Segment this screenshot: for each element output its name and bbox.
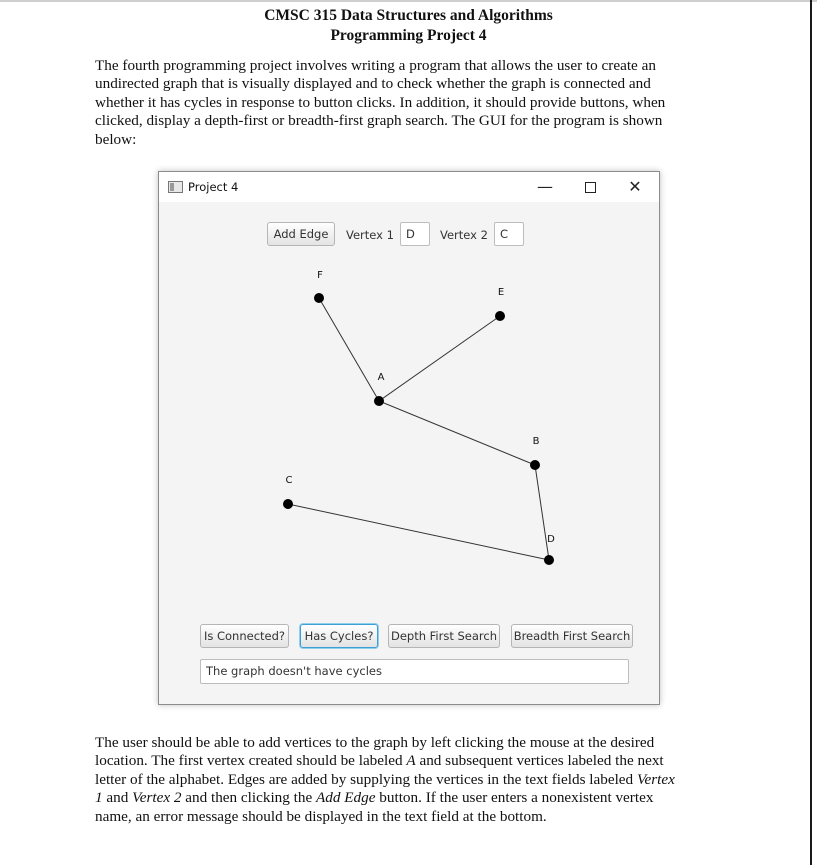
graph-vertex-D[interactable] (544, 555, 554, 565)
app-window-icon (168, 181, 183, 193)
output-text-field[interactable]: The graph doesn't have cycles (200, 659, 629, 684)
graph-edge-C-D (288, 504, 549, 560)
graph-edge-A-B (379, 401, 535, 465)
close-button[interactable]: ✕ (628, 177, 642, 196)
instructions-line: letter of the alphabet. Edges are added by supplying the vertices in the text fields labeled Vertex (95, 770, 675, 788)
doc-subtitle: Programming Project 4 (330, 27, 487, 44)
window-titlebar[interactable] (159, 172, 659, 202)
depth-first-search-button[interactable]: Depth First Search (388, 624, 500, 648)
vertex1-input[interactable]: D (400, 222, 430, 246)
vertex1-label: Vertex 1 (346, 228, 394, 242)
graph-vertex-label-B: B (532, 436, 540, 447)
page-top-border (0, 0, 817, 2)
window-title: Project 4 (188, 180, 239, 194)
instructions-paragraph (95, 734, 705, 826)
intro-line: clicked, display a depth-first or breadth-first graph search. The GUI for the program is shown (95, 112, 663, 130)
instructions-line: location. The first vertex created should be labeled A and subsequent vertices labeled the next (95, 752, 664, 770)
instructions-line: 1 and Vertex 2 and then clicking the Add Edge button. If the user enters a nonexistent vertex (95, 789, 654, 807)
intro-line: undirected graph that is visually displayed and to check whether the graph is connected and (95, 75, 651, 93)
instructions-line: name, an error message should be displayed in the text field at the bottom. (95, 807, 547, 825)
graph-edge-A-E (379, 316, 500, 401)
graph-vertex-F[interactable] (314, 293, 324, 303)
add-edge-button[interactable]: Add Edge (267, 222, 335, 246)
intro-paragraph (95, 57, 705, 149)
breadth-first-search-button[interactable]: Breadth First Search (511, 624, 633, 648)
graph-vertex-A[interactable] (374, 396, 384, 406)
doc-title: CMSC 315 Data Structures and Algorithms (264, 7, 553, 24)
maximize-button[interactable] (575, 175, 605, 199)
graph-vertex-label-A: A (377, 372, 385, 383)
graph-vertex-label-C: C (285, 475, 293, 486)
graph-edge-F-A (319, 298, 379, 401)
page-right-border (810, 0, 812, 865)
graph-vertex-label-F: F (317, 270, 323, 281)
graph-vertex-E[interactable] (495, 311, 505, 321)
vertex2-input[interactable]: C (494, 222, 524, 246)
graph-vertex-B[interactable] (530, 460, 540, 470)
window-content (159, 202, 659, 704)
app-window (158, 171, 660, 705)
graph-vertex-C[interactable] (283, 499, 293, 509)
graph-vertex-label-E: E (497, 287, 505, 298)
has-cycles-button[interactable]: Has Cycles? (300, 624, 378, 648)
intro-line: below: (95, 130, 137, 148)
maximize-icon (585, 182, 596, 193)
graph-edge-B-D (535, 465, 549, 560)
intro-line: The fourth programming project involves writing a program that allows the user to create an (95, 57, 656, 74)
instructions-line: The user should be able to add vertices to the graph by left clicking the mouse at the desired (95, 734, 655, 751)
minimize-button[interactable]: — (537, 177, 553, 196)
graph-canvas[interactable] (159, 202, 659, 622)
vertex2-label: Vertex 2 (440, 228, 488, 242)
graph-vertex-label-D: D (547, 534, 555, 545)
is-connected-button[interactable]: Is Connected? (200, 624, 289, 648)
intro-line: whether it has cycles in response to button clicks. In addition, it should provide buttons, when (95, 93, 666, 111)
